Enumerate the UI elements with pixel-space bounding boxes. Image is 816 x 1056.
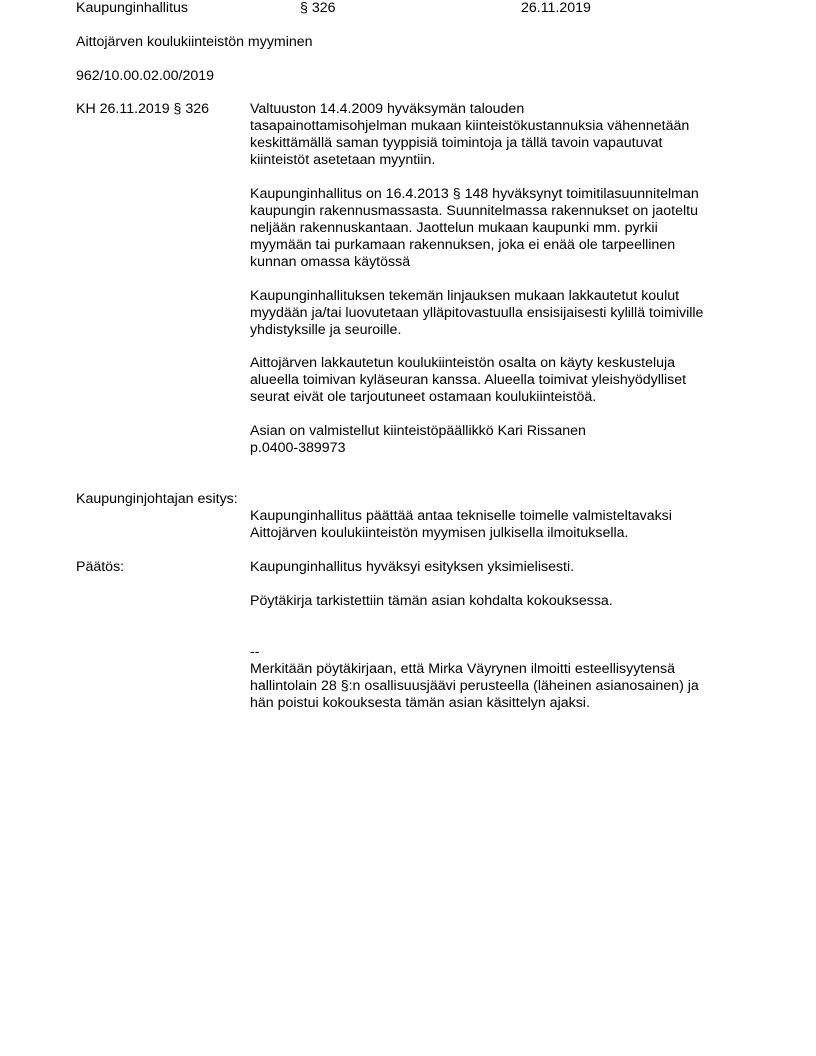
text-line: kunnan omassa käytössä [250,254,411,270]
text-line: seurat eivät ole tarjoutuneet ostamaan koulukiinteistöä. [250,389,597,405]
text-line: kaupungin rakennusmassasta. Suunnitelmassa rakennukset on jaoteltu [250,203,698,219]
preparation-paragraph-3 [250,288,750,339]
header-date: 26.11.2019 [521,0,591,16]
text-line: Kaupunginhallitus hyväksyi esityksen yksimielisesti. [250,559,575,575]
text-line: kiinteistöt asetetaan myyntiin. [250,152,436,168]
text-line: Valtuuston 14.4.2009 hyväksymän talouden [250,101,525,117]
text-line: Pöytäkirja tarkistettiin tämän asian kohdalta kokouksessa. [250,593,613,609]
preparation-paragraph-2 [250,186,750,271]
decision-label: Päätös: [76,559,125,575]
header-organ: Kaupunginhallitus [76,0,189,16]
proposal-label: Kaupunginjohtajan esitys: [76,491,238,507]
separator [250,644,750,661]
text-line: Kaupunginhallituksen tekemän linjauksen mukaan lakkautetut koulut [250,288,680,304]
proposal-text [250,508,750,542]
preparer-contact [250,423,750,457]
text-line: alueella toimivan kyläseuran kanssa. Alueella toimivat yleishyödylliset [250,372,687,388]
text-line: -- [250,644,260,660]
text-line: Kaupunginhallitus päättää antaa tekniselle toimelle valmisteltavaksi [250,508,672,524]
text-line: Aittojärven koulukiinteistön myymisen julkisella ilmoituksella. [250,525,629,541]
preparation-paragraph-1 [250,101,750,169]
text-line: Asian on valmistellut kiinteistöpäällikkö Kari Rissanen [250,423,586,439]
record-number: 962/10.00.02.00/2019 [76,68,215,84]
header-section: § 326 [300,0,336,16]
text-line: neljään rakennuskantaan. Jaottelun mukaan kaupunki mm. pyrkii [250,220,658,236]
document-title: Aittojärven koulukiinteistön myyminen [76,34,313,50]
decision-text [250,559,750,576]
text-line: myydään ja/tai luovutetaan ylläpitovastuulla ensisijaisesti kylillä toimiville [250,305,704,321]
text-line: Aittojärven lakkautetun koulukiinteistön osalta on käyty keskusteluja [250,355,676,371]
preparation-paragraph-4 [250,355,750,406]
text-line: Merkitään pöytäkirjaan, että Mirka Väyrynen ilmoitti esteellisyytensä [250,661,676,677]
preparation-label: KH 26.11.2019 § 326 [76,101,210,117]
text-line: myymään tai purkamaan rakennuksen, joka ei enää ole tarpeellinen [250,237,676,253]
text-line: Kaupunginhallitus on 16.4.2013 § 148 hyväksynyt toimitilasuunnitelman [250,186,699,202]
minutes-check [250,593,750,610]
text-line: hallintolain 28 §:n osallisuusjäävi perusteella (läheinen asianosainen) ja [250,678,699,694]
text-line: yhdistyksille ja seuroille. [250,322,402,338]
text-line: p.0400-389973 [250,440,346,456]
text-line: tasapainottamisohjelman mukaan kiinteistökustannuksia vähennetään [250,118,690,134]
text-line: hän poistui kokouksesta tämän asian käsittelyn ajaksi. [250,695,590,711]
text-line: keskittämällä saman tyyppisiä toimintoja ja tällä tavoin vapautuvat [250,135,663,151]
disqualification-note [250,661,750,712]
